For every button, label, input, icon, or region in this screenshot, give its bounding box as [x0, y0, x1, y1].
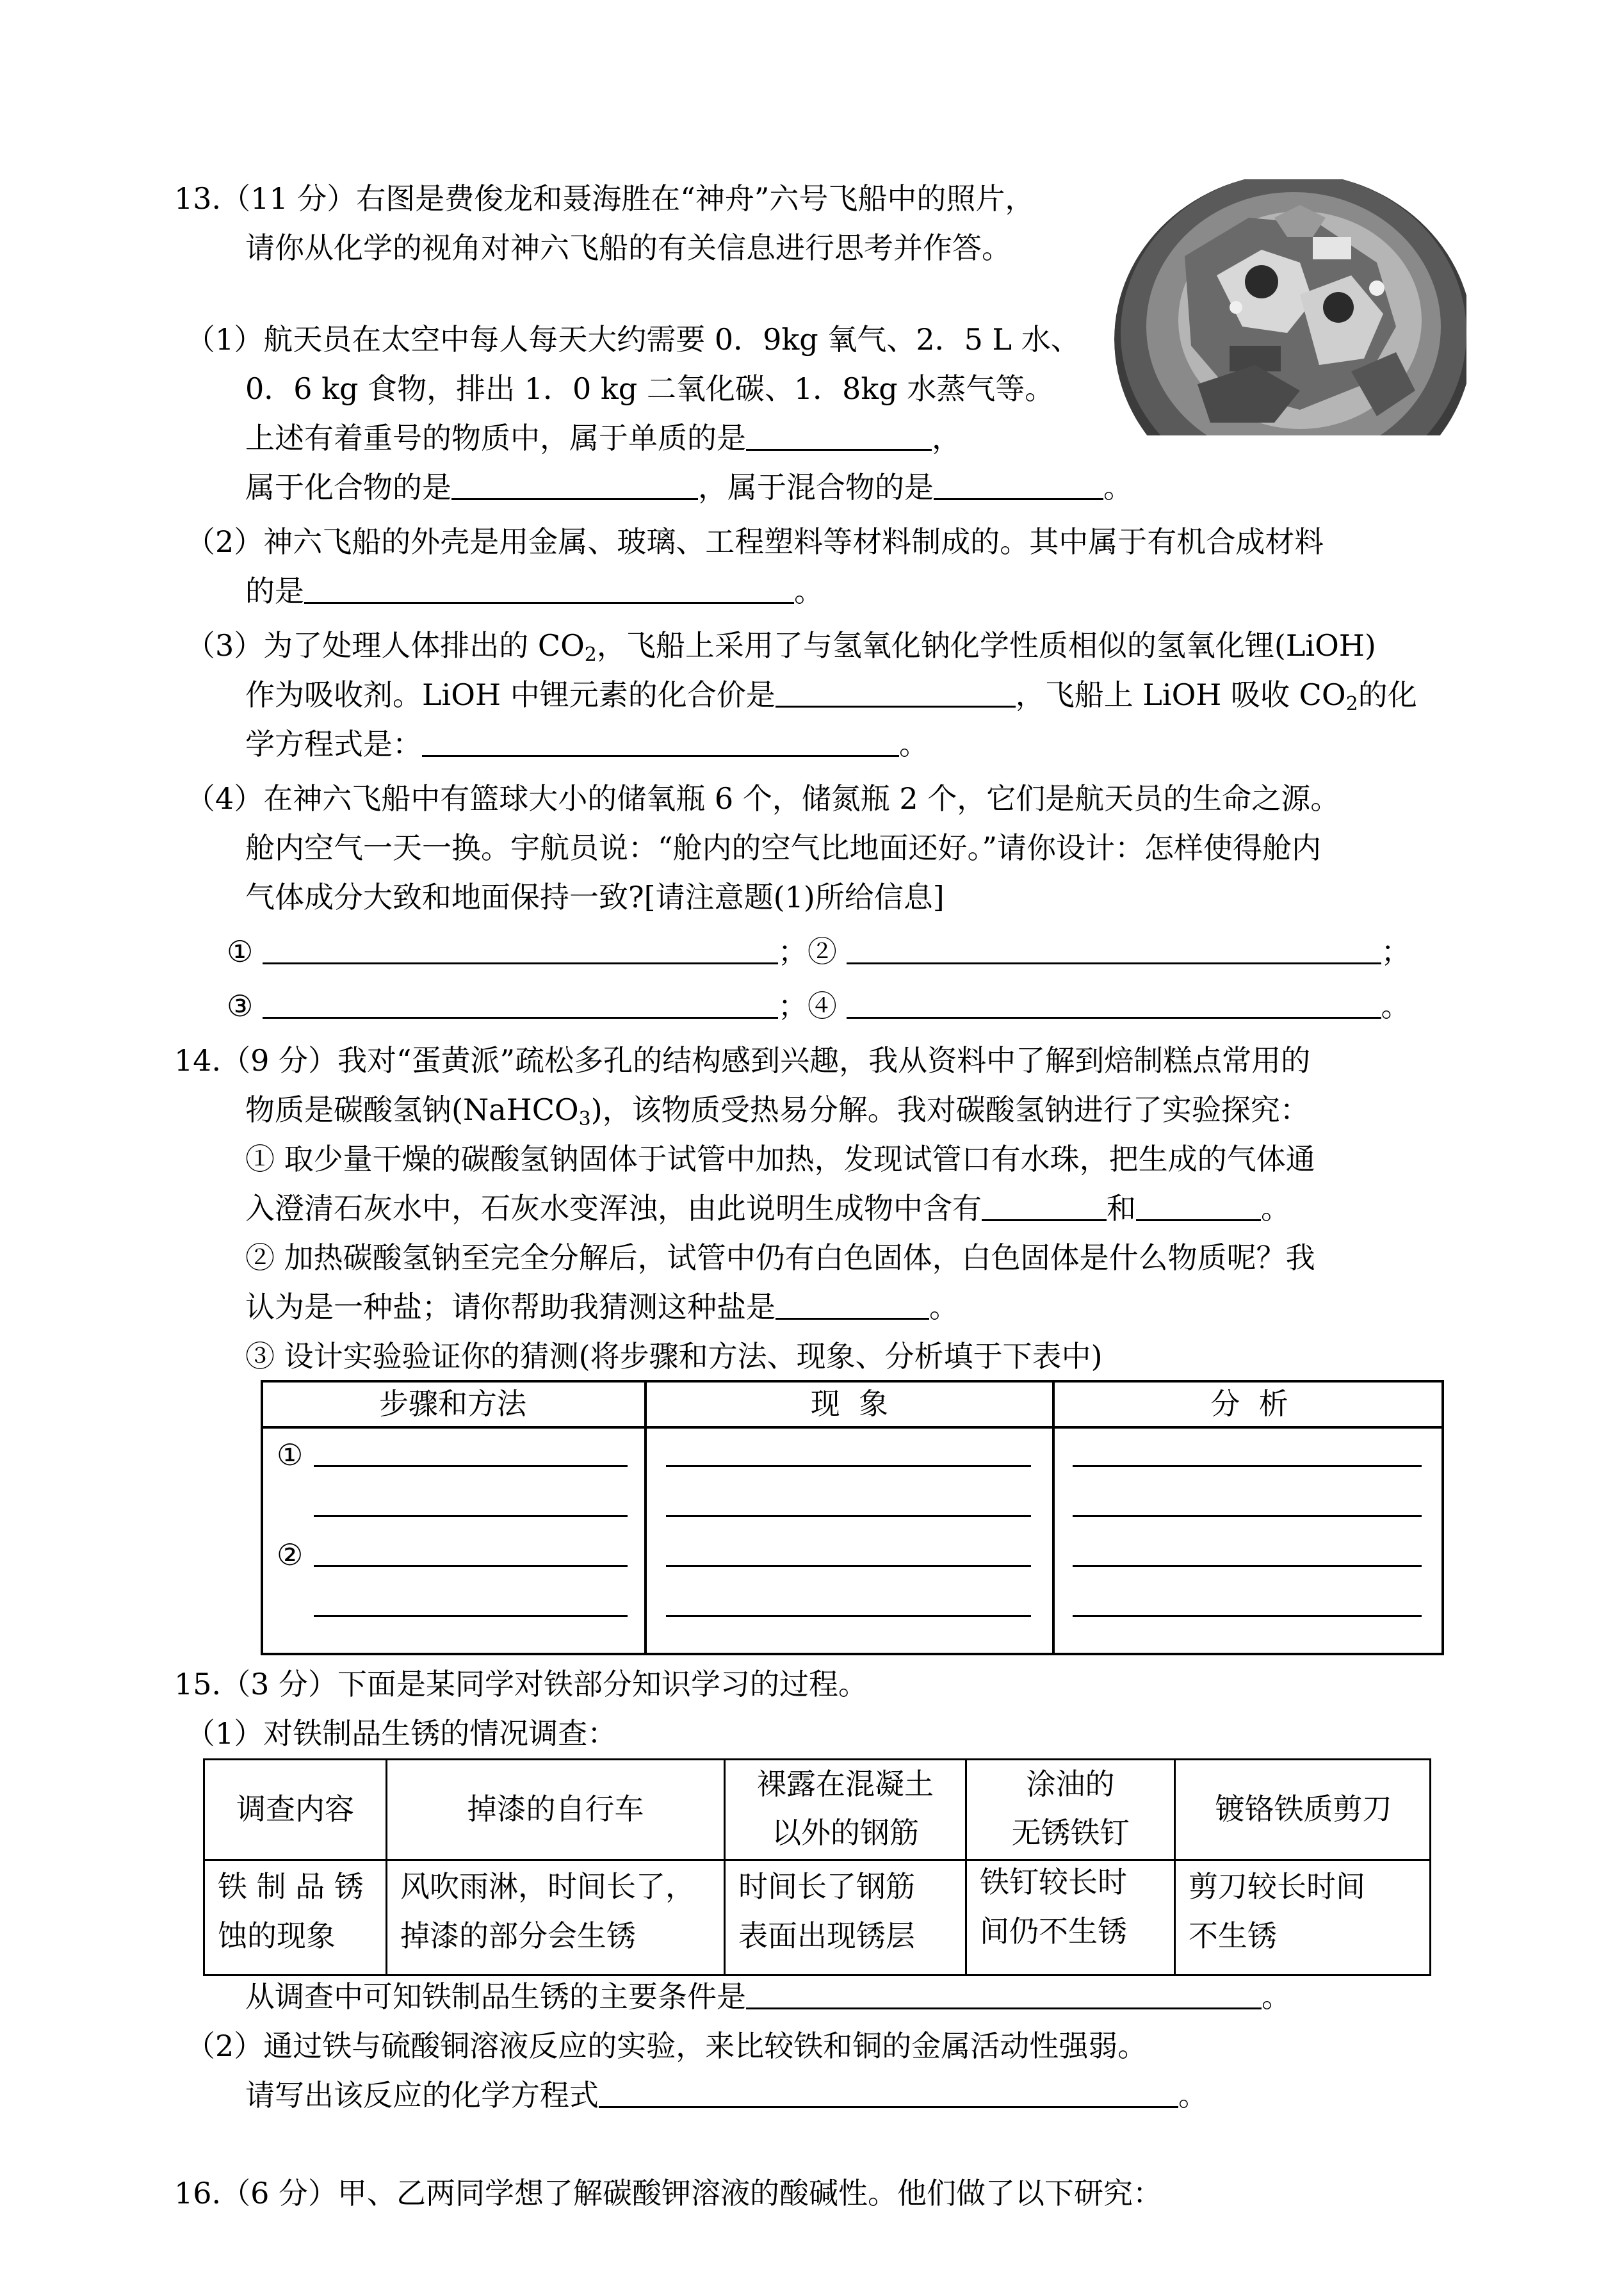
q15-part2-line1: （2）通过铁与硫酸铜溶液反应的实验，来比较铁和铜的金属活动性强弱。	[186, 2029, 1148, 2063]
answer-blank-mixture[interactable]	[934, 470, 1103, 500]
q13-part2-line2-end: 。	[794, 574, 824, 608]
q13-part1-line3-comma: ，	[932, 421, 961, 455]
q13-part2-line1: （2）神六飞船的外壳是用金属、玻璃、工程塑料等材料制成的。其中属于有机合成材料	[186, 524, 1324, 559]
q14-table-header-divider	[261, 1426, 1444, 1429]
answer-blank-measure-1[interactable]	[263, 934, 778, 964]
q15-part1: （1）对铁制品生锈的情况调查：	[186, 1716, 617, 1751]
q14-step1-line2-and: 和	[1107, 1191, 1136, 1226]
q14-step1-line2	[245, 1189, 1290, 1228]
table-blank-phenomenon-1[interactable]	[666, 1437, 1031, 1467]
table-blank-analysis-1[interactable]	[1073, 1437, 1422, 1467]
q13-part1-line2: 0．6 kg 食物，排出 1．0 kg 二氧化碳、1．8kg 水蒸气等。	[245, 371, 1055, 406]
q13-part1-line1: （1）航天员在太空中每人每天大约需要 0．9kg 氧气、2．5 L 水、	[186, 322, 1080, 357]
q14-step1-line2-end: 。	[1261, 1191, 1290, 1226]
q13-part2-line2	[245, 572, 824, 610]
q13-part3-line2	[245, 676, 1417, 714]
marker-1: ①	[227, 934, 254, 969]
q13-part1-line4	[245, 468, 1133, 507]
q13-part4-line3: 气体成分大致和地面保持一致?[请注意题(1)所给信息]	[245, 880, 945, 914]
table-blank-analysis-4[interactable]	[1073, 1587, 1422, 1617]
q15-row-label-2: 蚀的现象	[218, 1918, 336, 1953]
answer-blank-salt[interactable]	[775, 1290, 929, 1320]
q15-scissors-result-1: 剪刀较长时间	[1189, 1869, 1365, 1904]
q15-bicycle-result-1: 风吹雨淋，时间长了，	[400, 1869, 695, 1904]
q15-rebar-result-1: 时间长了钢筋	[738, 1869, 915, 1904]
q13-part1-line4-text2: ，属于混合物的是	[698, 470, 934, 505]
answer-blank-measure-4[interactable]	[847, 989, 1381, 1019]
co2-subscript: 2	[584, 644, 597, 666]
table-blank-step-2b[interactable]	[314, 1587, 628, 1617]
q15-part2-line2-end: 。	[1178, 2078, 1208, 2113]
q15-header-rebar-1: 裸露在混凝土	[757, 1767, 934, 1801]
q15-row-label-1: 铁 制 品 锈	[218, 1869, 364, 1904]
answer-blank-measure-2[interactable]	[847, 934, 1381, 964]
q13-line1: 13.（11 分）右图是费俊龙和聂海胜在“神舟”六号飞船中的照片，	[174, 181, 1035, 216]
q15-header-nail-2: 无锈铁钉	[1011, 1815, 1130, 1850]
table-blank-step-1a[interactable]	[314, 1437, 628, 1467]
q14-line1: 14.（9 分）我对“蛋黄派”疏松多孔的结构感到兴趣，我从资料中了解到焙制糕点常用的	[174, 1043, 1311, 1078]
q15-nail-result-1: 铁钉较长时	[980, 1865, 1127, 1899]
q15-header-rebar-2: 以外的钢筋	[772, 1815, 919, 1850]
q13-part3-line2-text: 作为吸收剂。LiOH 中锂元素的化合价是	[245, 677, 775, 712]
q14-step1-line2-text: 入澄清石灰水中，石灰水变浑浊，由此说明生成物中含有	[245, 1191, 982, 1226]
q14-table-header-steps: 步骤和方法	[379, 1386, 526, 1421]
answer-blank-measure-3[interactable]	[263, 989, 778, 1019]
q14-table-mark-2: ②	[277, 1537, 304, 1572]
marker-3: ③	[227, 989, 254, 1023]
q13-part3-line1	[186, 626, 1376, 665]
q15-header-survey-content: 调查内容	[236, 1792, 354, 1826]
q13-part4-line2: 舱内空气一天一换。宇航员说：“舱内的空气比地面还好。”请你设计：怎样使得舱内	[245, 831, 1322, 865]
q13-part4-answers-row1	[227, 932, 1411, 971]
q15-line1: 15.（3 分）下面是某同学对铁部分知识学习的过程。	[174, 1667, 868, 1701]
marker-4-end: 。	[1381, 989, 1411, 1023]
nahco3-subscript: 3	[578, 1108, 591, 1130]
table-blank-phenomenon-2[interactable]	[666, 1487, 1031, 1517]
q16-line1: 16.（6 分）甲、乙两同学想了解碳酸钾溶液的酸碱性。他们做了以下研究：	[174, 2176, 1163, 2210]
answer-blank-element[interactable]	[746, 421, 932, 451]
q15-header-scissors: 镀铬铁质剪刀	[1215, 1792, 1392, 1826]
table-blank-phenomenon-4[interactable]	[666, 1587, 1031, 1617]
table-blank-step-1b[interactable]	[314, 1487, 628, 1517]
q13-part4-answers-row2	[227, 987, 1411, 1025]
q13-part1-line3-text: 上述有着重号的物质中，属于单质的是	[245, 421, 746, 455]
q15-rebar-result-2: 表面出现锈层	[738, 1918, 915, 1953]
q13-part1-line4-text: 属于化合物的是	[245, 470, 451, 505]
q15-scissors-result-2: 不生锈	[1189, 1918, 1277, 1953]
q13-part3-line2-end: 的化	[1358, 677, 1417, 712]
q14-line2-text2: )，该物质受热易分解。我对碳酸氢钠进行了实验探究：	[590, 1092, 1310, 1127]
q14-step2-line2-text: 认为是一种盐；请你帮助我猜测这种盐是	[245, 1290, 775, 1324]
q13-part1-line4-end: 。	[1103, 470, 1133, 505]
table-blank-step-2a[interactable]	[314, 1537, 628, 1567]
q13-line2: 请你从化学的视角对神六飞船的有关信息进行思考并作答。	[245, 231, 1011, 265]
q15-bicycle-result-2: 掉漆的部分会生锈	[400, 1918, 636, 1953]
q13-part3-line3	[245, 725, 929, 763]
q15-part2-line2-text: 请写出该反应的化学方程式	[245, 2078, 599, 2113]
table-blank-phenomenon-3[interactable]	[666, 1537, 1031, 1567]
q13-part2-line2-text: 的是	[245, 574, 304, 608]
table-blank-analysis-2[interactable]	[1073, 1487, 1422, 1517]
q14-line2	[245, 1091, 1310, 1129]
q14-step2-line2-end: 。	[929, 1290, 959, 1324]
answer-blank-rust-condition[interactable]	[746, 1979, 1262, 2009]
q14-table-mark-1: ①	[277, 1438, 304, 1472]
astronaut-photo	[1108, 179, 1466, 435]
q15-conclusion-end: 。	[1262, 1979, 1291, 2014]
q13-part4-line1: （4）在神六飞船中有篮球大小的储氧瓶 6 个，储氮瓶 2 个，它们是航天员的生命之源。	[186, 781, 1340, 816]
answer-blank-compound[interactable]	[451, 470, 698, 500]
answer-blank-fe-cuso4-equation[interactable]	[599, 2078, 1178, 2108]
answer-blank-valence[interactable]	[775, 677, 1016, 708]
answer-blank-product-2[interactable]	[1136, 1191, 1261, 1221]
q14-step2-line2	[245, 1288, 959, 1326]
answer-blank-product-1[interactable]	[982, 1191, 1107, 1221]
answer-blank-organic-material[interactable]	[304, 574, 794, 604]
q14-table-header-analysis: 分 析	[1210, 1386, 1288, 1421]
q14-step2-line1: ② 加热碳酸氢钠至完全分解后，试管中仍有白色固体，白色固体是什么物质呢？我	[245, 1240, 1315, 1275]
q15-conclusion-text: 从调查中可知铁制品生锈的主要条件是	[245, 1979, 746, 2014]
q13-part3-line2-text2: ，飞船上 LiOH 吸收 CO	[1015, 677, 1346, 712]
q15-part2-line2	[245, 2076, 1208, 2114]
q15-conclusion	[245, 1977, 1291, 2016]
q14-step1-line1: ① 取少量干燥的碳酸氢钠固体于试管中加热，发现试管口有水珠，把生成的气体通	[245, 1142, 1315, 1176]
answer-blank-equation-lioh[interactable]	[422, 727, 899, 757]
q13-part1-line3	[245, 419, 961, 457]
q15-nail-result-2: 间仍不生锈	[980, 1914, 1127, 1949]
marker-2: ；②	[777, 934, 837, 969]
q13-part3-line1-text2: ，飞船上采用了与氢氧化钠化学性质相似的氢氧化锂(LiOH)	[596, 628, 1376, 663]
table-blank-analysis-3[interactable]	[1073, 1537, 1422, 1567]
q15-header-nail-1: 涂油的	[1026, 1767, 1115, 1801]
q14-step3: ③ 设计实验验证你的猜测(将步骤和方法、现象、分析填于下表中)	[245, 1339, 1103, 1374]
marker-2-end: ；	[1381, 934, 1411, 969]
q13-part3-line1-text: （3）为了处理人体排出的 CO	[186, 628, 585, 663]
co2-subscript-2: 2	[1345, 693, 1358, 715]
q15-header-bicycle: 掉漆的自行车	[467, 1792, 644, 1826]
q13-part3-line3-text: 学方程式是：	[245, 727, 422, 761]
q13-part3-line3-end: 。	[899, 727, 929, 761]
q14-line2-text: 物质是碳酸氢钠(NaHCO	[245, 1092, 579, 1127]
marker-4: ；④	[777, 989, 837, 1023]
q14-table-header-phenomenon: 现 象	[810, 1386, 889, 1421]
